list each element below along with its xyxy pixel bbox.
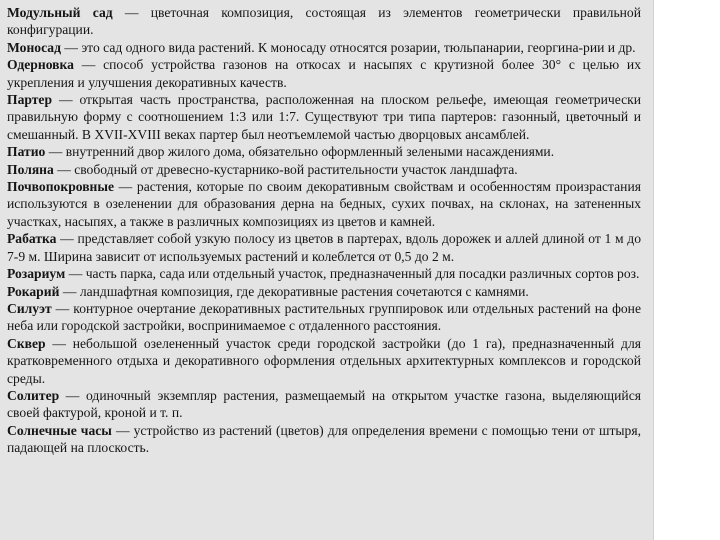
term: Модульный сад — [7, 5, 113, 20]
definition: — небольшой озелененный участок среди городской застройки (до 1 га), предназначенный для кратковременного отдыха и декоративного оформления отдельных архитектурных комплексов и городской среды. — [7, 335, 641, 386]
term: Силуэт — [7, 300, 52, 316]
definition: — контурное очертание декоративных растительных группировок или отдельных растений на фоне неба или городской застройки, воспринимаемое с отдаленного расстояния. — [7, 300, 641, 334]
term: Почвопокровные — [7, 179, 115, 195]
term: Патио — [7, 144, 46, 160]
glossary-entry-solitaire — [7, 387, 641, 422]
glossary-entry-square — [7, 335, 641, 387]
glossary-entry-rockery — [7, 283, 641, 300]
term: Моносад — [7, 39, 61, 55]
term: Рабатка — [7, 231, 57, 247]
glossary-entry-modular-garden — [7, 4, 641, 39]
glossary-entry-sundial — [7, 422, 641, 457]
term: Одерновка — [7, 57, 74, 73]
glossary-entry-silhouette — [7, 300, 641, 335]
glossary-entry-monogarden — [7, 39, 641, 56]
term: Партер — [7, 92, 53, 108]
glossary-entry-parterre — [7, 91, 641, 143]
definition: — цветочная композиция, состоящая из элементов геометрически правильной конфигурации. — [7, 5, 641, 38]
glossary-entry-turfing — [7, 56, 641, 91]
glossary-entry-rabatka — [7, 230, 641, 265]
term: Поляна — [7, 161, 54, 177]
glossary-entry-patio — [7, 143, 641, 160]
definition: — ландшафтная композиция, где декоративные растения сочетаются с камнями. — [59, 283, 529, 299]
term: Солитер — [7, 387, 60, 403]
definition: — способ устройства газонов на откосах и насыпях с крутизной более 30° с целью их укрепления и улучшения декоративных качеств. — [7, 57, 641, 90]
definition: — внутренний двор жилого дома, обязательно оформленный зелеными насаждениями. — [45, 144, 555, 160]
page-edge — [653, 0, 654, 540]
glossary-entry-rosarium — [7, 265, 641, 282]
definition: — свободный от древесно-кустарнико-вой растительности участок ландшафта. — [53, 161, 518, 177]
glossary-entry-ground-cover — [7, 178, 641, 230]
definition: — представляет собой узкую полосу из цветов в партерах, вдоль дорожек и аллей длиной от 1 м до 7-9 м. Ширина зависит от используемых растений и колеблется от 0,5 до 2 м. — [7, 231, 641, 264]
definition: — часть парка, сада или отдельный участок, предназначенный для посадки различных сортов роз. — [65, 266, 640, 282]
term: Рокарий — [7, 283, 60, 299]
term: Солнечные часы — [7, 422, 112, 438]
glossary — [7, 4, 641, 457]
definition: — открытая часть пространства, расположенная на плоском рельефе, имеющая геометрически правильную форму с соотношением 1:3 или 1:7. Существуют три типа партеров: газонный, цветочный и смешанный. В XVII-XVIII веках партер был неотъемлемой частью дворцовых ансамблей. — [7, 92, 641, 142]
definition: — устройство из растений (цветов) для определения времени с помощью тени от штыря, падающей на плоскость. — [7, 422, 641, 456]
glossary-entry-glade — [7, 161, 641, 178]
term: Сквер — [7, 335, 46, 351]
definition: — одиночный экземпляр растения, размещаемый на открытом участке газона, выделяющийся своей фактурой, кроной и т. п. — [7, 387, 641, 421]
definition: — это сад одного вида растений. К моносаду относятся розарии, тюльпанарии, георгина-рии и др. — [60, 39, 636, 55]
definition: — растения, которые по своим декоративным свойствам и особенностям произрастания используются в озеленении для образования дерна на бедных, сухих почвах, на склонах, на затененных участках, насыпях, а также в различных композициях из цветов и камней. — [7, 179, 641, 229]
term: Розариум — [7, 266, 66, 282]
